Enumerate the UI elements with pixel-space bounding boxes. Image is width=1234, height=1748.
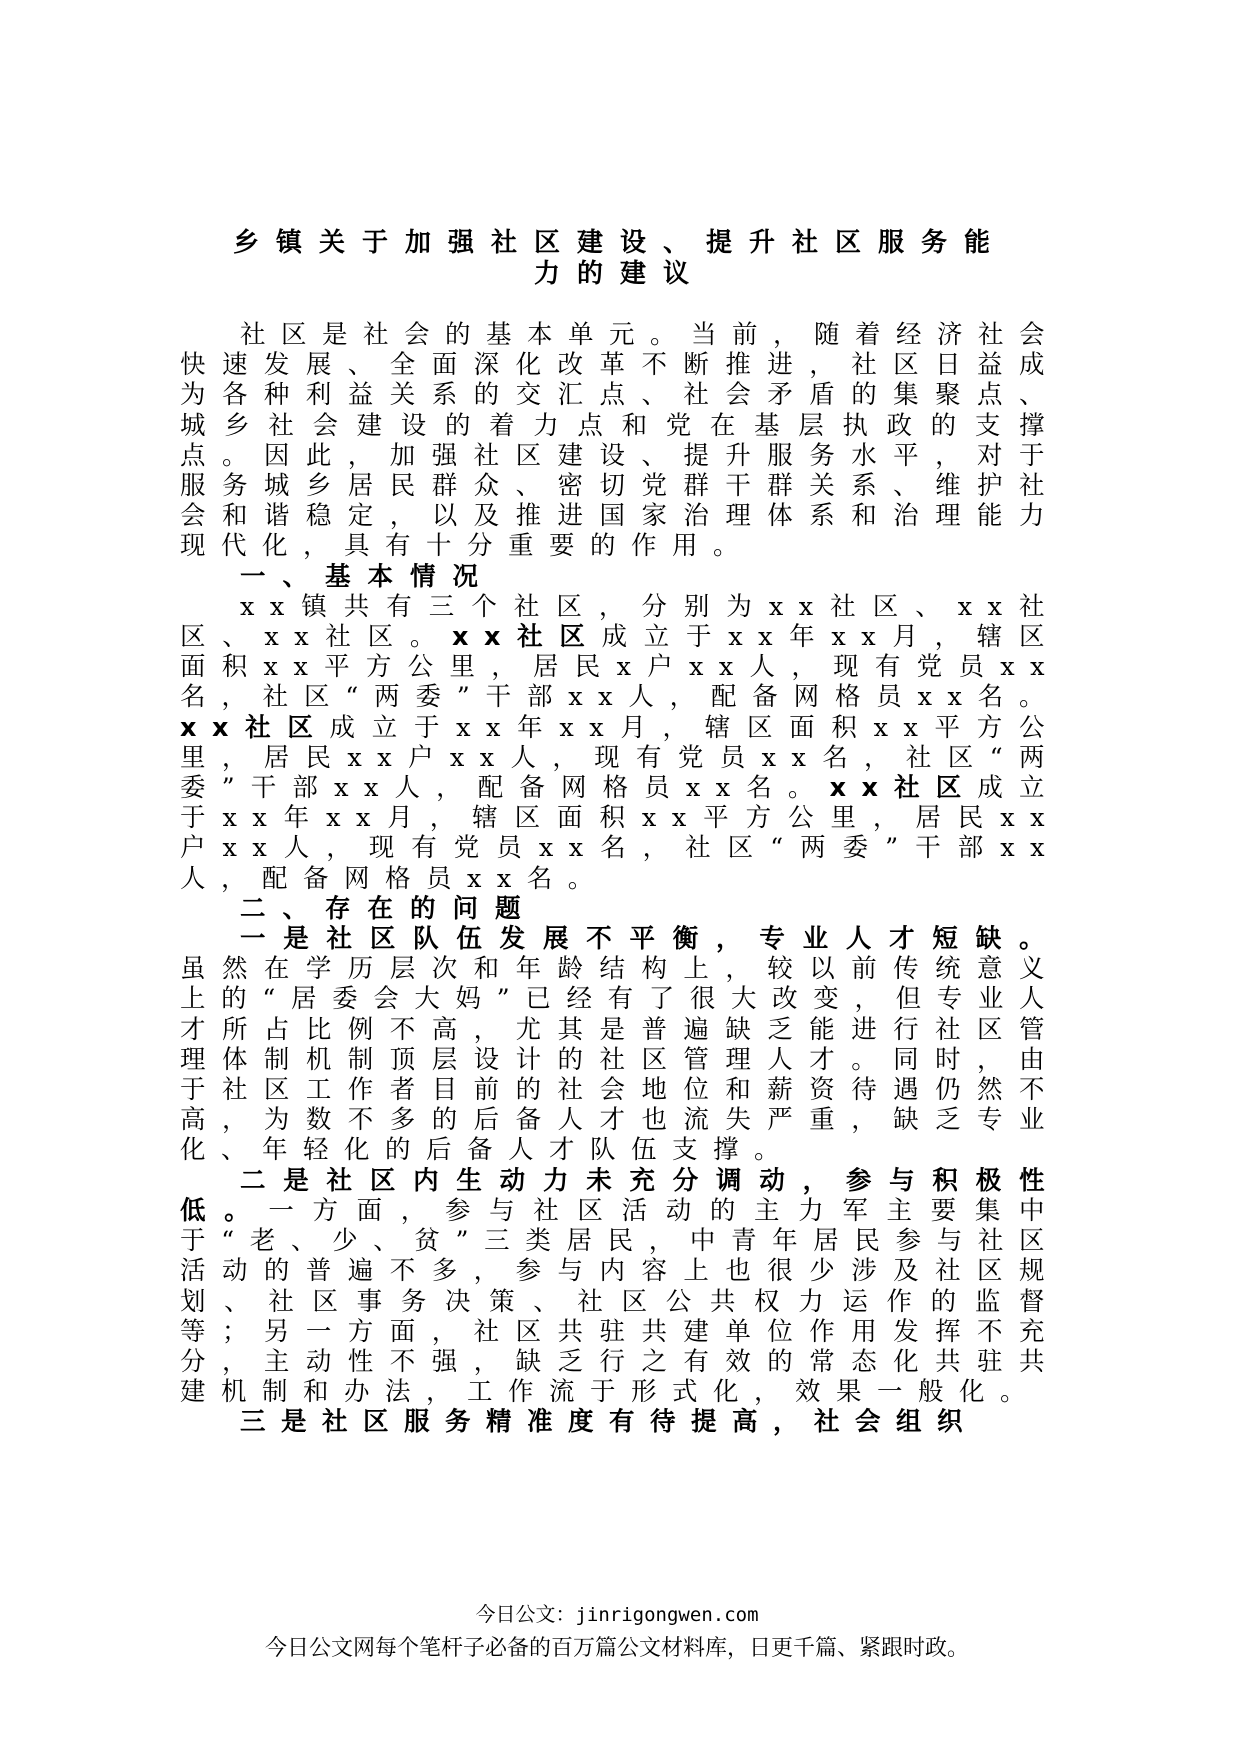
title-line-1: 乡镇关于加强社区建设、提升社区服务能 — [232, 228, 1007, 258]
footer-url-link[interactable]: jinrigongwen.com — [575, 1604, 759, 1626]
intro-paragraph: 社区是社会的基本单元。当前，随着经济社会快速发展、全面深化改革不断推进，社区日益成为各种利益关系的交汇点、社会矛盾的集聚点、城乡社会建设的着力点和党在基层执政的支撑点。因此，加强社区建设、提升服务水平，对于服务城乡居民群众、密切党群干群关系、维护社会和谐稳定，以及推进国家治理体系和治理能力现代化，具有十分重要的作用。 — [180, 320, 1061, 562]
problem-1-paragraph — [180, 924, 1060, 1166]
basic-situation-paragraph — [180, 592, 1060, 894]
document-title — [180, 228, 1060, 290]
community-name-2: xx社区 — [180, 712, 330, 743]
footer-label: 今日公文： — [475, 1602, 576, 1626]
section-heading-problems: 二、存在的问题 — [240, 893, 538, 924]
problem-2-paragraph — [180, 1166, 1060, 1408]
basic-situation-text-1: xx镇共有三个社区，分别为xx社区、xx社区、xx社区。 — [180, 591, 1060, 653]
community-name-3: xx社区 — [829, 773, 978, 804]
basic-situation-text-3: 成立于xx年xx月，辖区面积xx平方公里，居民xx户xx人，现有党员xx名，社区“两委”干部xx人，配备网格员xx名。 — [180, 712, 1060, 804]
title-line-2: 力的建议 — [533, 259, 706, 289]
section-heading-basic-situation: 一、基本情况 — [240, 561, 496, 592]
community-name-1: xx社区 — [452, 622, 602, 653]
problem-3-paragraph — [180, 1407, 1060, 1437]
footer-slogan: 今日公文网每个笔杆子必备的百万篇公文材料库，日更千篇、紧跟时政。 — [264, 1636, 969, 1661]
problem-3-lead: 三是社区服务精准度有待提高，社会组织 — [240, 1407, 979, 1438]
problem-1-lead: 一是社区队伍发展不平衡，专业人才短缺。 — [240, 924, 1060, 955]
problem-2-body: 一方面，参与社区活动的主力军主要集中于“老、少、贫”三类居民，中青年居民参与社区活动的普遍不多，参与内容上也很少涉及社区规划、社区事务决策、社区公共权力运作的监督等；另一方面，社区共驻共建单位作用发挥不充分，主动性不强，缺乏行之有效的常态化共驻共建机制和办法，工作流于形式化，效果一般化。 — [180, 1195, 1060, 1408]
problem-1-body: 虽然在学历层次和年龄结构上，较以前传统意义上的“居委会大妈”已经有了很大改变，但专业人才所占比例不高，尤其是普遍缺乏能进行社区管理体制机制顶层设计的社区管理人才。同时，由于社区工作者目前的社会地位和薪资待遇仍然不高，为数不多的后备人才也流失严重，缺乏专业化、年轻化的后备人才队伍支撑。 — [180, 954, 1060, 1166]
document-body — [180, 228, 1060, 1438]
basic-situation-text-2: 成立于xx年xx月，辖区面积xx平方公里，居民x户xx人，现有党员xx名，社区“两委”干部xx人，配备网格员xx名。 — [180, 622, 1060, 713]
footer-source — [0, 1602, 1234, 1627]
basic-situation-text-4: 成立于xx年xx月，辖区面积xx平方公里，居民xx户xx人，现有党员xx名，社区“两委”干部xx人，配备网格员xx名。 — [180, 773, 1060, 894]
problem-2-lead: 二是社区内生动力未充分调动，参与积极性低。 — [180, 1165, 1060, 1226]
